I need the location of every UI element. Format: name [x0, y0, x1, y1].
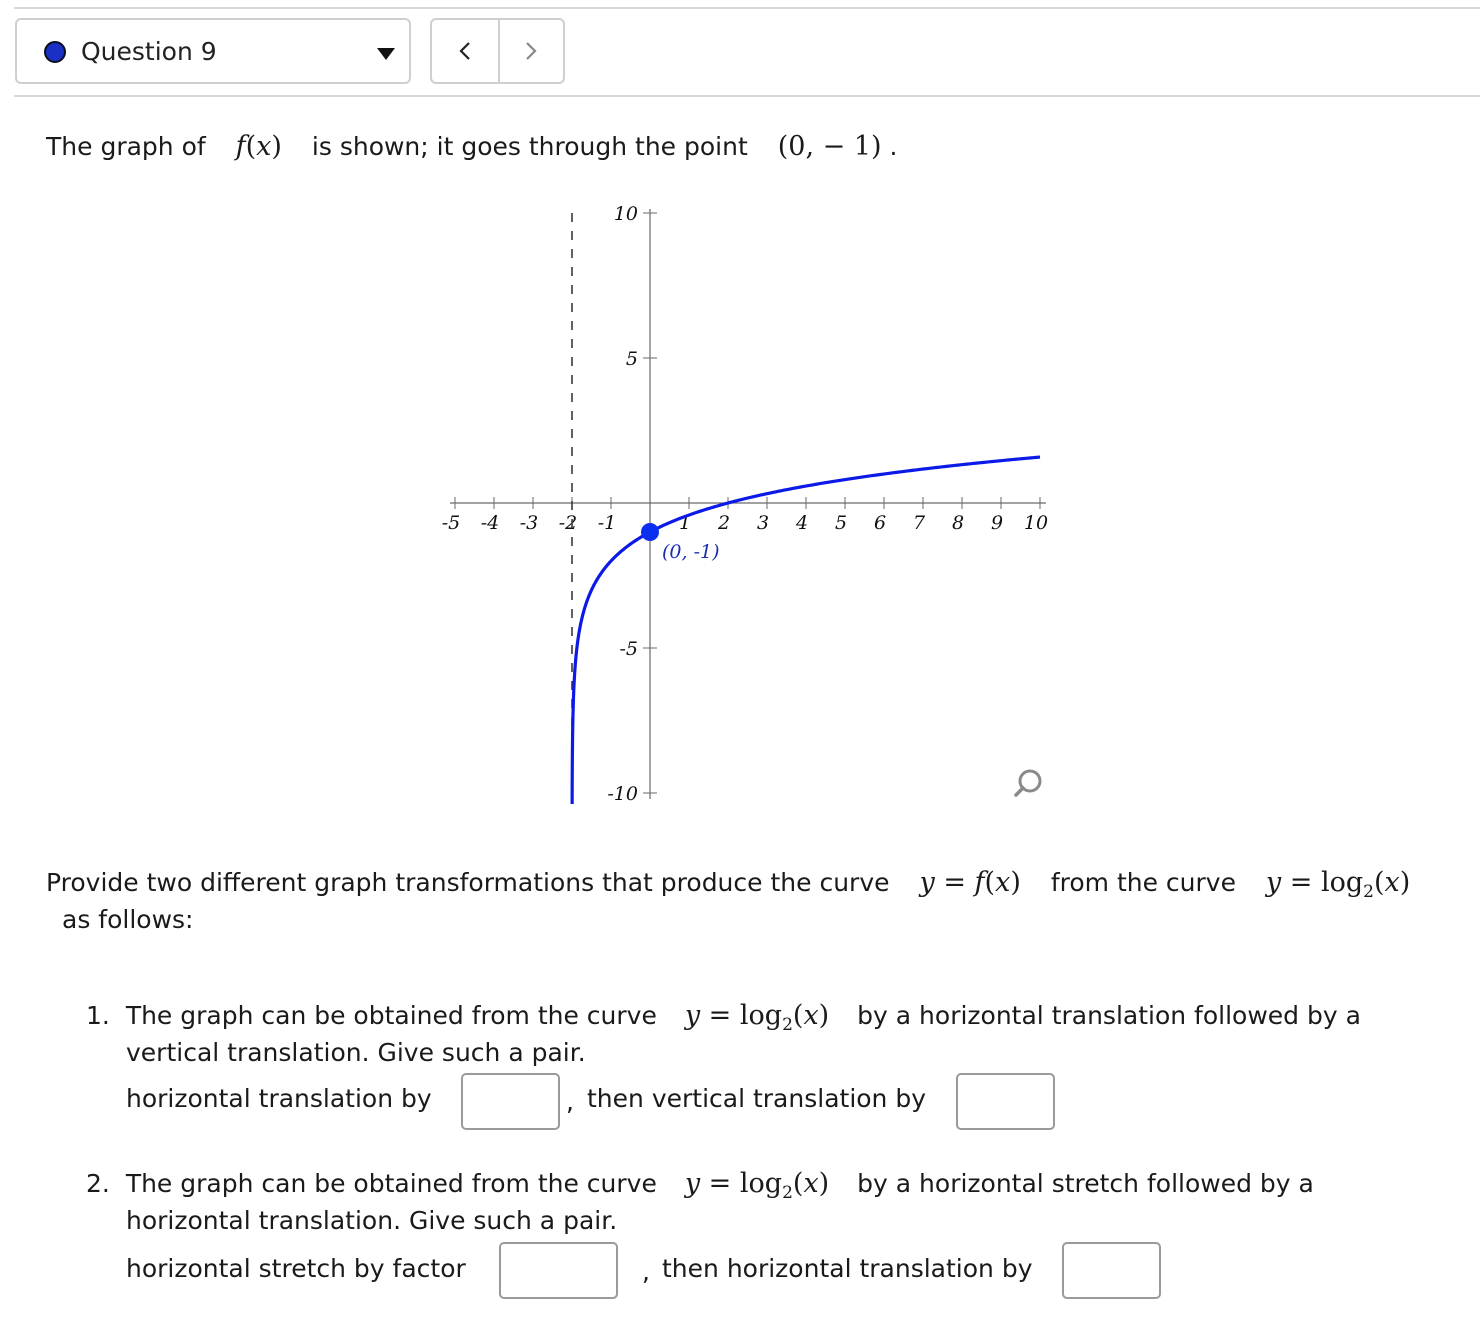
intro-period: . [889, 132, 898, 161]
prompt-sentence [46, 867, 1410, 902]
item-2-line-2: horizontal translation. Give such a pair. [126, 1206, 618, 1235]
item-1-num: 1. [86, 1001, 110, 1030]
question-status-dot [44, 41, 66, 63]
prompt-eq-y: y [919, 867, 935, 898]
horizontal-translation-input[interactable] [461, 1073, 560, 1130]
y-tick-label: 5 [625, 348, 638, 370]
prompt-text-2: from the curve [1050, 868, 1236, 897]
x-tick-label: -4 [480, 512, 500, 534]
intro-text-2: is shown; it goes through the point [311, 132, 748, 161]
horizontal-stretch-input[interactable] [499, 1242, 618, 1299]
x-tick-label: 8 [951, 512, 965, 534]
x-tick-label: -1 [597, 512, 617, 534]
point-marker [641, 523, 659, 541]
item-2-label-2: then horizontal translation by [662, 1254, 1033, 1283]
x-tick-label: 4 [795, 512, 809, 534]
prompt-eq-fx: y = f(x) [919, 867, 1021, 898]
y-tick-label: 10 [613, 203, 638, 225]
function-curve [572, 457, 1040, 804]
question-label: Question 9 [81, 37, 217, 66]
item-2-num: 2. [86, 1169, 110, 1198]
point-label: (0, -1) [662, 541, 720, 563]
magnifier-icon[interactable] [1010, 765, 1050, 805]
intro-text-1: The graph of [46, 132, 206, 161]
item-1-label-1: horizontal translation by [126, 1084, 432, 1113]
prompt-eq-log: $y = \log_2(x)$ [1265, 867, 1411, 902]
question-nav [430, 18, 565, 84]
prompt-text-1: Provide two different graph transformations that produce the curve [46, 868, 890, 897]
top-divider [14, 7, 1480, 9]
x-tick-label: -5 [441, 512, 461, 534]
intro-function: f(x) [235, 131, 282, 162]
vertical-translation-input[interactable] [956, 1073, 1055, 1130]
item-1-separator: , [566, 1087, 574, 1116]
prompt-log-base: 2 [1363, 882, 1374, 902]
header-divider [14, 95, 1480, 97]
x-tick-label: 9 [990, 512, 1004, 534]
intro-sentence [46, 131, 897, 162]
next-question-button[interactable] [498, 20, 564, 82]
x-tick-label: 6 [873, 512, 887, 534]
item-2-log: log [739, 1168, 783, 1199]
item-2-label-1: horizontal stretch by factor [126, 1254, 466, 1283]
item-1-line-2: vertical translation. Give such a pair. [126, 1038, 586, 1067]
item-1-log-base: 2 [782, 1015, 793, 1035]
item-2-line-1 [86, 1168, 1314, 1203]
x-tick-label: 5 [834, 512, 848, 534]
x-tick-label: 7 [912, 512, 926, 534]
second-horizontal-translation-input[interactable] [1062, 1242, 1161, 1299]
x-tick-label: -2 [558, 512, 578, 534]
intro-func-name: f [235, 131, 246, 162]
function-graph [430, 190, 1060, 810]
x-tick-label: 2 [717, 512, 731, 534]
item-1-eq: $y = \log_2(x)$ [684, 1000, 830, 1035]
x-tick-label: 1 [678, 512, 692, 534]
item-2-separator: , [642, 1257, 650, 1286]
x-tick-label: 10 [1023, 512, 1049, 534]
intro-point: (0, − 1) [777, 131, 882, 162]
y-tick-label: -10 [607, 783, 638, 805]
prompt-eq-x: x [995, 867, 1011, 898]
question-select[interactable] [15, 18, 411, 84]
prompt-text-3: as follows: [62, 905, 194, 934]
item-2-text-2: by a horizontal stretch followed by a [857, 1169, 1314, 1198]
y-tick-label: -5 [619, 638, 638, 660]
chevron-down-icon [377, 48, 395, 60]
item-2-log-base: 2 [782, 1183, 793, 1203]
item-2-text-1: The graph can be obtained from the curve [125, 1169, 657, 1198]
item-2-eq: $y = \log_2(x)$ [684, 1168, 830, 1203]
chevron-left-icon [456, 40, 474, 62]
x-tick-label: 3 [756, 512, 770, 534]
chevron-right-icon [522, 40, 540, 62]
prompt-eq-sign: = [943, 867, 966, 898]
item-1-text-1: The graph can be obtained from the curve [125, 1001, 657, 1030]
prompt-eq-f: f [974, 867, 985, 898]
prev-question-button[interactable] [432, 20, 500, 82]
x-tick-label: -3 [519, 512, 539, 534]
intro-func-var: x [256, 131, 272, 162]
item-1-log: log [739, 1000, 783, 1031]
item-1-label-2: then vertical translation by [587, 1084, 927, 1113]
prompt-log: log [1320, 867, 1364, 898]
item-1-text-2: by a horizontal translation followed by a [857, 1001, 1361, 1030]
item-1-line-1 [86, 1000, 1361, 1035]
